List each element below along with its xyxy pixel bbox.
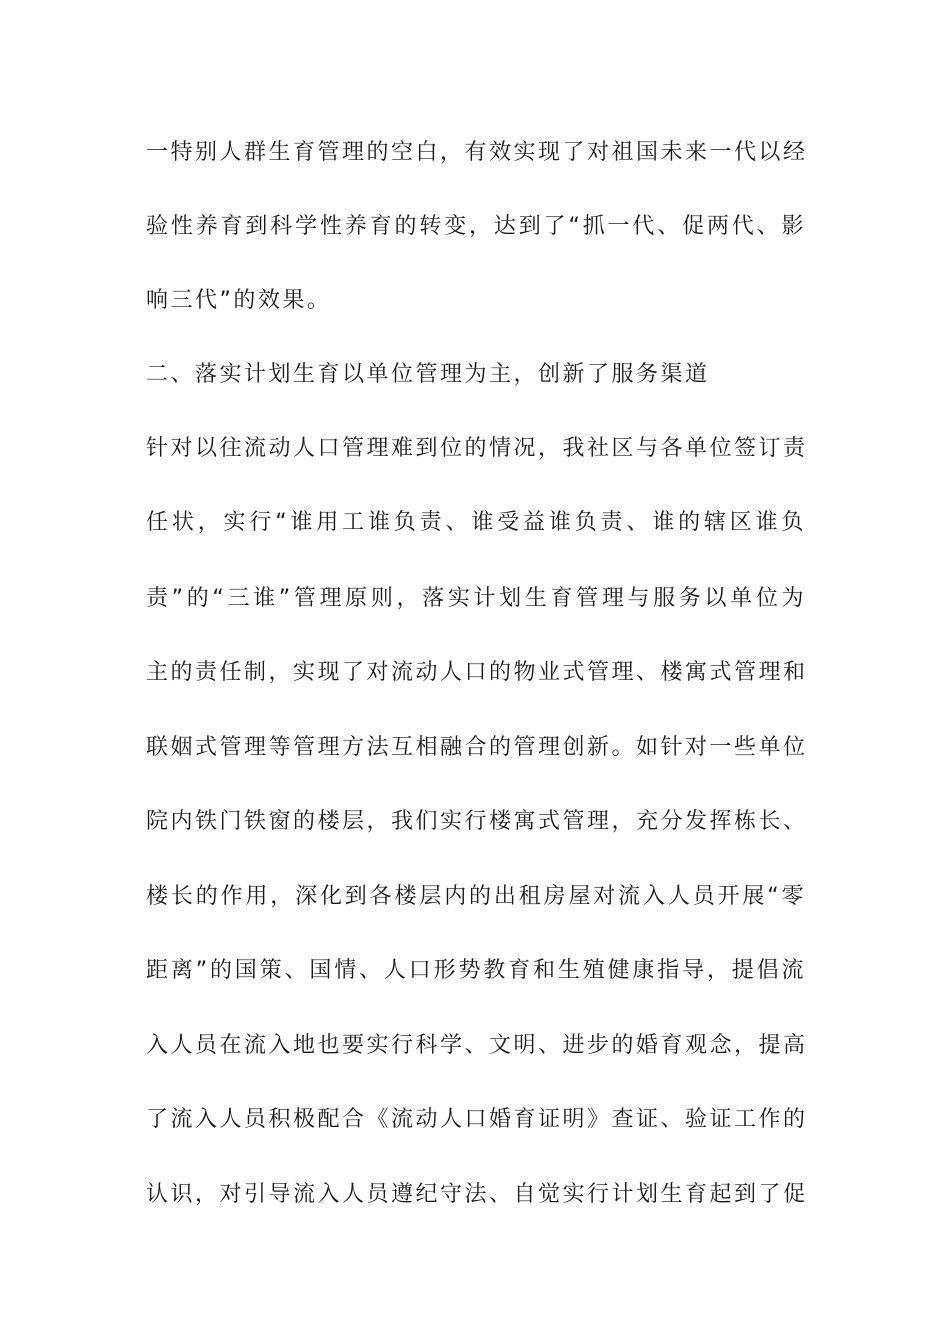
text-line-11: 楼长的作用，深化到各楼层内的出租房屋对流入人员开展“零: [146, 884, 806, 909]
text-line-10: 院内铁门铁窗的楼层，我们实行楼寓式管理，充分发挥栋长、: [146, 809, 808, 834]
text-line-6: 任状，实行“谁用工谁负责、谁受益谁负责、谁的辖区谁负: [146, 510, 806, 535]
section-heading: 二、落实计划生育以单位管理为主，创新了服务渠道: [146, 362, 710, 387]
text-line-9: 联姻式管理等管理方法互相融合的管理创新。如针对一些单位: [146, 735, 808, 760]
text-line-7: 责”的“三谁”管理原则，落实计划生育管理与服务以单位为: [146, 586, 806, 611]
text-line-5: 针对以往流动人口管理难到位的情况，我社区与各单位签订责: [146, 436, 808, 461]
text-line-15: 认识，对引导流入人员遵纪守法、自觉实行计划生育起到了促: [146, 1182, 808, 1207]
text-line-12: 距离”的国策、国情、人口形势教育和生殖健康指导，提倡流: [146, 958, 806, 983]
text-line-13: 入人员在流入地也要实行科学、文明、进步的婚育观念，提高: [146, 1033, 808, 1058]
text-line-8: 主的责任制，实现了对流动人口的物业式管理、楼寓式管理和: [146, 660, 808, 685]
text-line-1: 一特别人群生育管理的空白，有效实现了对祖国未来一代以经: [146, 140, 808, 165]
text-line-3: 响三代”的效果。: [146, 288, 332, 313]
text-line-14: 了流入人员积极配合《流动人口婚育证明》查证、验证工作的: [146, 1107, 808, 1132]
text-line-2: 验性养育到科学性养育的转变，达到了“抓一代、促两代、影: [146, 214, 806, 239]
